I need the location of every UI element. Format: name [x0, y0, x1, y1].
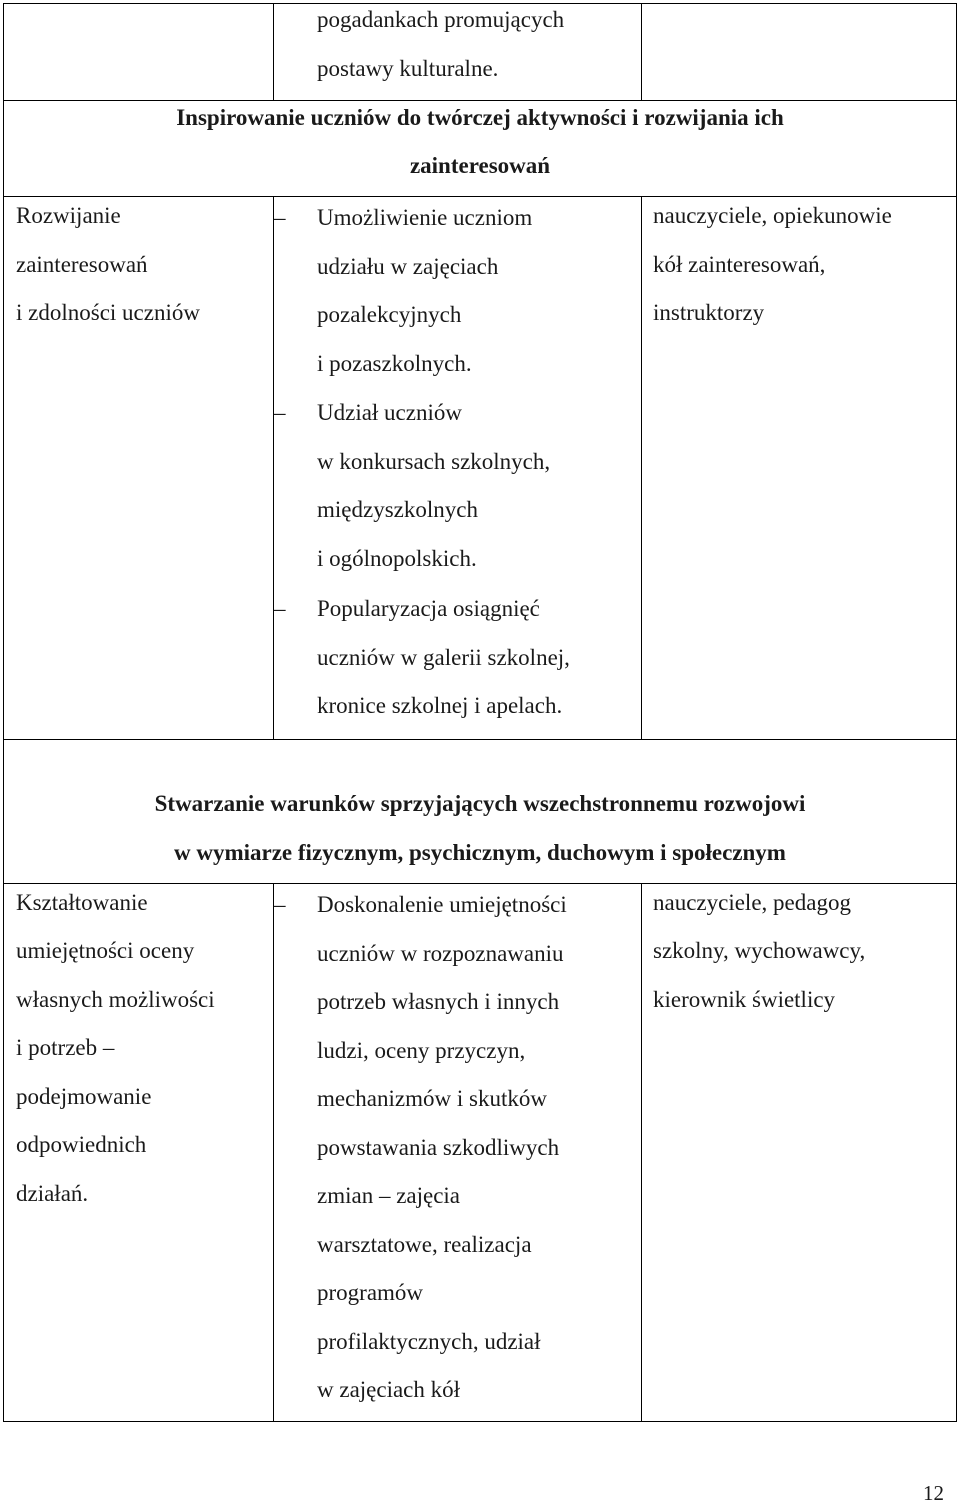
- table-border-left: [3, 3, 4, 1422]
- section1-task-line-1: Rozwijanie: [16, 203, 121, 228]
- section1-heading-line-2: zainteresowań: [409, 153, 551, 178]
- section1-item-2: [274, 389, 550, 583]
- section1-task-line-2: zainteresowań: [16, 252, 148, 277]
- table-border-right: [956, 3, 957, 1422]
- section2-task-line-4: i potrzeb –: [16, 1035, 115, 1060]
- section1-responsible-line-2: kół zainteresowań,: [653, 252, 826, 277]
- section1-responsible-line-1: nauczyciele, opiekunowie: [653, 203, 892, 228]
- section2-responsible-line-1: nauczyciele, pedagog: [653, 890, 851, 915]
- item-line: Udział uczniów: [317, 400, 462, 425]
- row-divider-3: [3, 739, 957, 740]
- section2-responsible-line-3: kierownik świetlicy: [653, 987, 836, 1012]
- item-line: i ogólnopolskich.: [317, 545, 477, 571]
- item-line: Doskonalenie umiejętności: [317, 892, 567, 917]
- dash-marker: –: [274, 400, 286, 425]
- dash-marker: –: [274, 205, 286, 230]
- item-line: profilaktycznych, udział: [317, 1328, 541, 1354]
- page-number: 12: [923, 1481, 944, 1505]
- section2-heading-line-2: w wymiarze fizycznym, psychicznym, duchowym i społecznym: [174, 840, 786, 865]
- item-line: w zajęciach kół: [317, 1377, 461, 1402]
- dash-marker: –: [274, 892, 286, 917]
- section1-item-1: [274, 194, 532, 388]
- prev-row-text-line-2: postawy kulturalne.: [317, 56, 499, 81]
- section2-task-line-7: działań.: [16, 1181, 89, 1206]
- item-line: Popularyzacja osiągnięć: [317, 596, 540, 621]
- item-line: ludzi, oceny przyczyn,: [317, 1037, 526, 1063]
- prev-row-text-line-1: pogadankach promujących: [317, 7, 565, 32]
- table-border-bottom: [3, 1421, 957, 1422]
- section2-task-line-6: odpowiednich: [16, 1132, 147, 1157]
- section2-task-line-1: Kształtowanie: [16, 890, 148, 915]
- section2-task-line-3: własnych możliwości: [16, 987, 215, 1012]
- item-line: i pozaszkolnych.: [317, 350, 472, 376]
- item-line: uczniów w galerii szkolnej,: [317, 644, 570, 670]
- col-divider-b-top: [641, 3, 642, 101]
- item-line: zmian – zajęcia: [317, 1183, 461, 1208]
- section1-responsible-line-3: instruktorzy: [653, 300, 765, 325]
- item-line: potrzeb własnych i innych: [317, 989, 560, 1014]
- section1-item-3: [274, 585, 570, 731]
- section1-task-line-3: i zdolności uczniów: [16, 300, 200, 325]
- item-line: warsztatowe, realizacja: [317, 1231, 532, 1257]
- section2-task-line-5: podejmowanie: [16, 1084, 152, 1109]
- dash-marker: –: [274, 596, 286, 621]
- item-line: powstawania szkodliwych: [317, 1134, 560, 1160]
- item-line: w konkursach szkolnych,: [317, 448, 551, 474]
- item-line: kronice szkolnej i apelach.: [317, 693, 563, 718]
- item-line: uczniów w rozpoznawaniu: [317, 940, 564, 966]
- item-line: programów: [317, 1280, 424, 1305]
- section2-heading-line-1: Stwarzanie warunków sprzyjających wszechstronnemu rozwojowi: [154, 791, 806, 816]
- item-line: udziału w zajęciach: [317, 253, 499, 279]
- item-line: Umożliwienie uczniom: [317, 205, 533, 230]
- item-line: mechanizmów i skutków: [317, 1086, 547, 1111]
- section1-heading-line-1: Inspirowanie uczniów do twórczej aktywności i rozwijania ich: [176, 105, 784, 130]
- section2-responsible-line-2: szkolny, wychowawcy,: [653, 938, 866, 963]
- section2-item-1: [274, 881, 567, 1415]
- item-line: pozalekcyjnych: [317, 302, 462, 327]
- section2-task-line-2: umiejętności oceny: [16, 938, 195, 963]
- col-divider-a-top: [273, 3, 274, 101]
- item-line: międzyszkolnych: [317, 497, 478, 522]
- col-divider-b-mid: [641, 196, 642, 740]
- col-divider-b-bot: [641, 883, 642, 1422]
